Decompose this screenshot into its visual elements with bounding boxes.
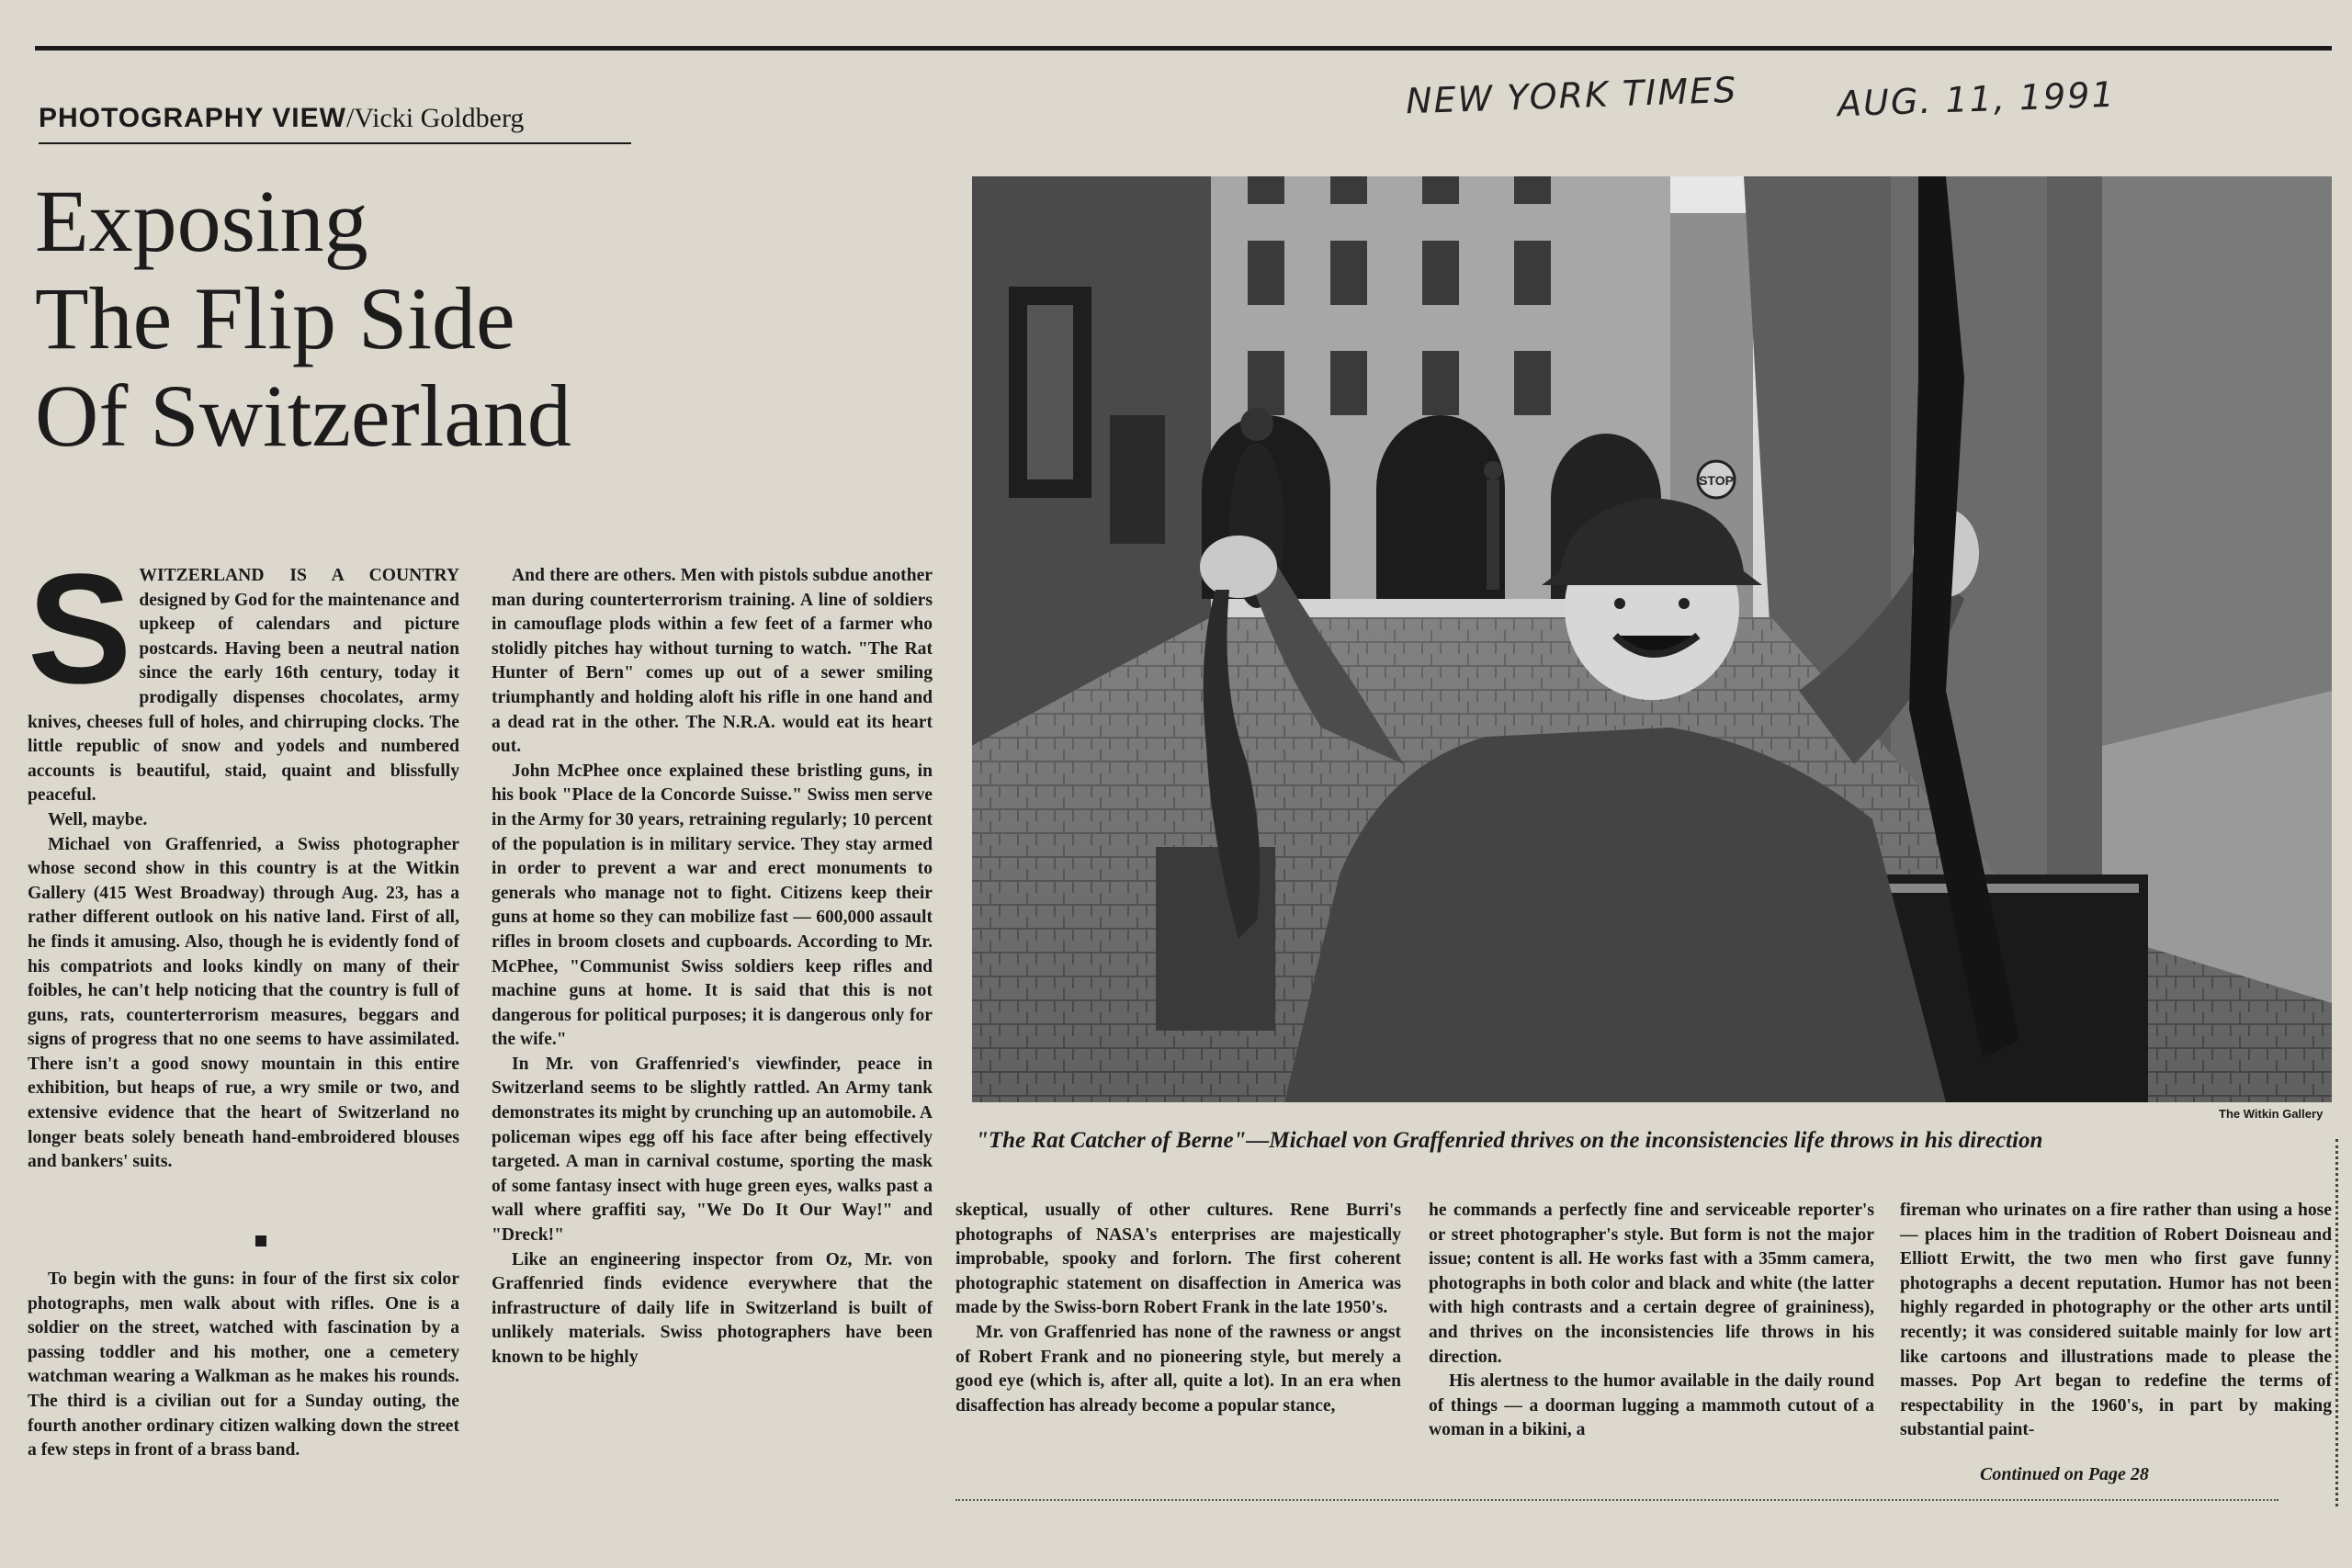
article-column-1-continued [28, 1268, 459, 1463]
stop-sign-text: STOP [1699, 473, 1734, 488]
paragraph: WITZERLAND IS A COUNTRY designed by God for the maintenance and upkeep of calendars and picture postcards. Having been a neutral nation since the early 16th century, today it prodigally dispenses chocolates, army knives, cheeses full of holes, and chirruping clocks. The little republic of snow and yodels and numbered accounts is beautiful, staid, quaint and blissfully peaceful. [28, 566, 459, 806]
paragraph: His alertness to the humor available in the daily round of things — a doorman lugging a mammoth cutout of a woman in a bikini, a [1429, 1371, 1874, 1440]
headline-line-2: The Flip Side [35, 269, 515, 367]
paragraph: Michael von Graffenried, a Swiss photographer whose second show in this country is at the Witkin Gallery (415 West Broadway) through Aug. 23, has a rather different outlook on his native land. First of all, he finds it amusing. Also, though he is evidently fond of his compatriots and looks kindly on many of their foibles, he can't help noticing that the country is full of guns, rats, counterterrorism measures, beggars and signs of progress that no one seems to have assimilated. There isn't a good snowy mountain in this entire exhibition, but heaps of rue, a wry smile or two, and extensive evidence that the heart of Switzerland no longer beats solely beneath hand-embroidered blouses and bankers' suits. [28, 834, 459, 1172]
photo-caption: "The Rat Catcher of Berne"—Michael von Graffenried thrives on the inconsistencies life throws in his direction [976, 1128, 2043, 1153]
article-column-2 [492, 564, 933, 1371]
handwritten-date: AUG. 11, 1991 [1837, 73, 2117, 125]
photo-illustration [972, 176, 2332, 1102]
paragraph: In Mr. von Graffenried's viewfinder, peace in Switzerland seems to be slightly rattled. An Army tank demonstrates its might by crunching up an automobile. A policeman wipes egg off his face after being effectively targeted. A man in carnival costume, sporting the mask of some fantasy insect with huge green eyes, walks past a wall where graffiti say, "We Do It Our Way!" and "Dreck!" [492, 1054, 933, 1246]
headline-line-3: Of Switzerland [35, 367, 571, 465]
paragraph: he commands a perfectly fine and serviceable reporter's or street photographer's style. But form is not the major issue; content is all. He works fast with a 35mm camera, photographs in both color and black and white (the latter with high contrasts and a certain degree of graininess), and thrives on the inconsistencies life throws in his direction. [1429, 1201, 1874, 1367]
paragraph: Mr. von Graffenried has none of the rawness or angst of Robert Frank and no pioneering style, but merely a good eye (which is, after all, quite a lot). In an era when disaffection has already become a popular stance, [956, 1322, 1401, 1416]
article-column-4 [1429, 1199, 1874, 1443]
continued-on-page: Continued on Page 28 [1980, 1464, 2149, 1484]
headline-line-1: Exposing [35, 172, 368, 270]
paragraph: Like an engineering inspector from Oz, Mr. von Graffenried finds evidence everywhere that the infrastructure of daily life in Switzerland is built of unlikely materials. Swiss photographers have been known to be highly [492, 1249, 933, 1367]
paragraph: To begin with the guns: in four of the first six color photographs, men walk about with rifles. One is a soldier on the street, watched with fascination by a passing toddler and his mother, one a cemetery watchman wearing a Walkman as he makes his rounds. The third is a civilian out for a Sunday outing, the fourth another ordinary citizen walking down the street a few steps in front of a brass band. [28, 1269, 459, 1461]
handwritten-paper-name: NEW YORK TIMES [1405, 69, 1738, 122]
paragraph: skeptical, usually of other cultures. Rene Burri's photographs of NASA's enterprises are majestically improbable, spooky and forlorn. The first coherent photographic statement on disaffection in America was made by the Swiss-born Robert Frank in the late 1950's. [956, 1201, 1401, 1318]
photo-credit: The Witkin Gallery [2219, 1107, 2324, 1121]
drop-cap: S [28, 542, 132, 716]
right-dotted-rule [2335, 1139, 2338, 1506]
paragraph: fireman who urinates on a fire rather than using a hose — places him in the tradition of Robert Doisneau and Elliott Erwitt, the two men who first gave funny photographs a decent reputation. Humor has not been highly regarded in photography or the other arts until recently; it was considered suitable mainly for low art like cartoons and illustrations made to please the masses. Pop Art began to redefine the terms of respectability in the 1960's, in part by making substantial paint- [1900, 1201, 2332, 1440]
kicker-rule [39, 142, 631, 144]
section-label: PHOTOGRAPHY VIEW [39, 103, 346, 133]
paragraph: Well, maybe. [48, 809, 148, 829]
paragraph: And there are others. Men with pistols subdue another man during counterterrorism training. A line of soldiers in camouflage plods within a few feet of a farmer who stolidly pitches hay without turning to watch. "The Rat Hunter of Bern" comes up out of a sewer smiling triumphantly and holding aloft his rifle in one hand and a dead rat in the other. The N.R.A. would eat its heart out. [492, 566, 933, 757]
author-byline: /Vicki Goldberg [345, 103, 525, 133]
article-column-1 [28, 542, 459, 1175]
article-column-5 [1900, 1199, 2332, 1443]
section-kicker [39, 103, 524, 134]
rat-catcher-photo [972, 176, 2332, 1102]
paragraph: John McPhee once explained these bristling guns, in his book "Place de la Concorde Suisse." Swiss men serve in the Army for 30 years, retraining regularly; 10 percent of the population is in military service. They stay armed in order to prevent a war and erect monuments to generals who manage not to fight. Citizens keep their guns at home so they can mobilize fast — 600,000 assault rifles in broom closets and cupboards. According to Mr. McPhee, "Communist Swiss soldiers keep rifles and machine guns at home. It is said that this is not dangerous for political purposes; it is dangerous only for the wife." [492, 761, 933, 1050]
section-break-bullet [255, 1235, 266, 1247]
headline [35, 173, 807, 465]
bottom-rule [956, 1499, 2278, 1503]
top-rule [35, 46, 2332, 51]
article-column-3 [956, 1199, 1401, 1418]
